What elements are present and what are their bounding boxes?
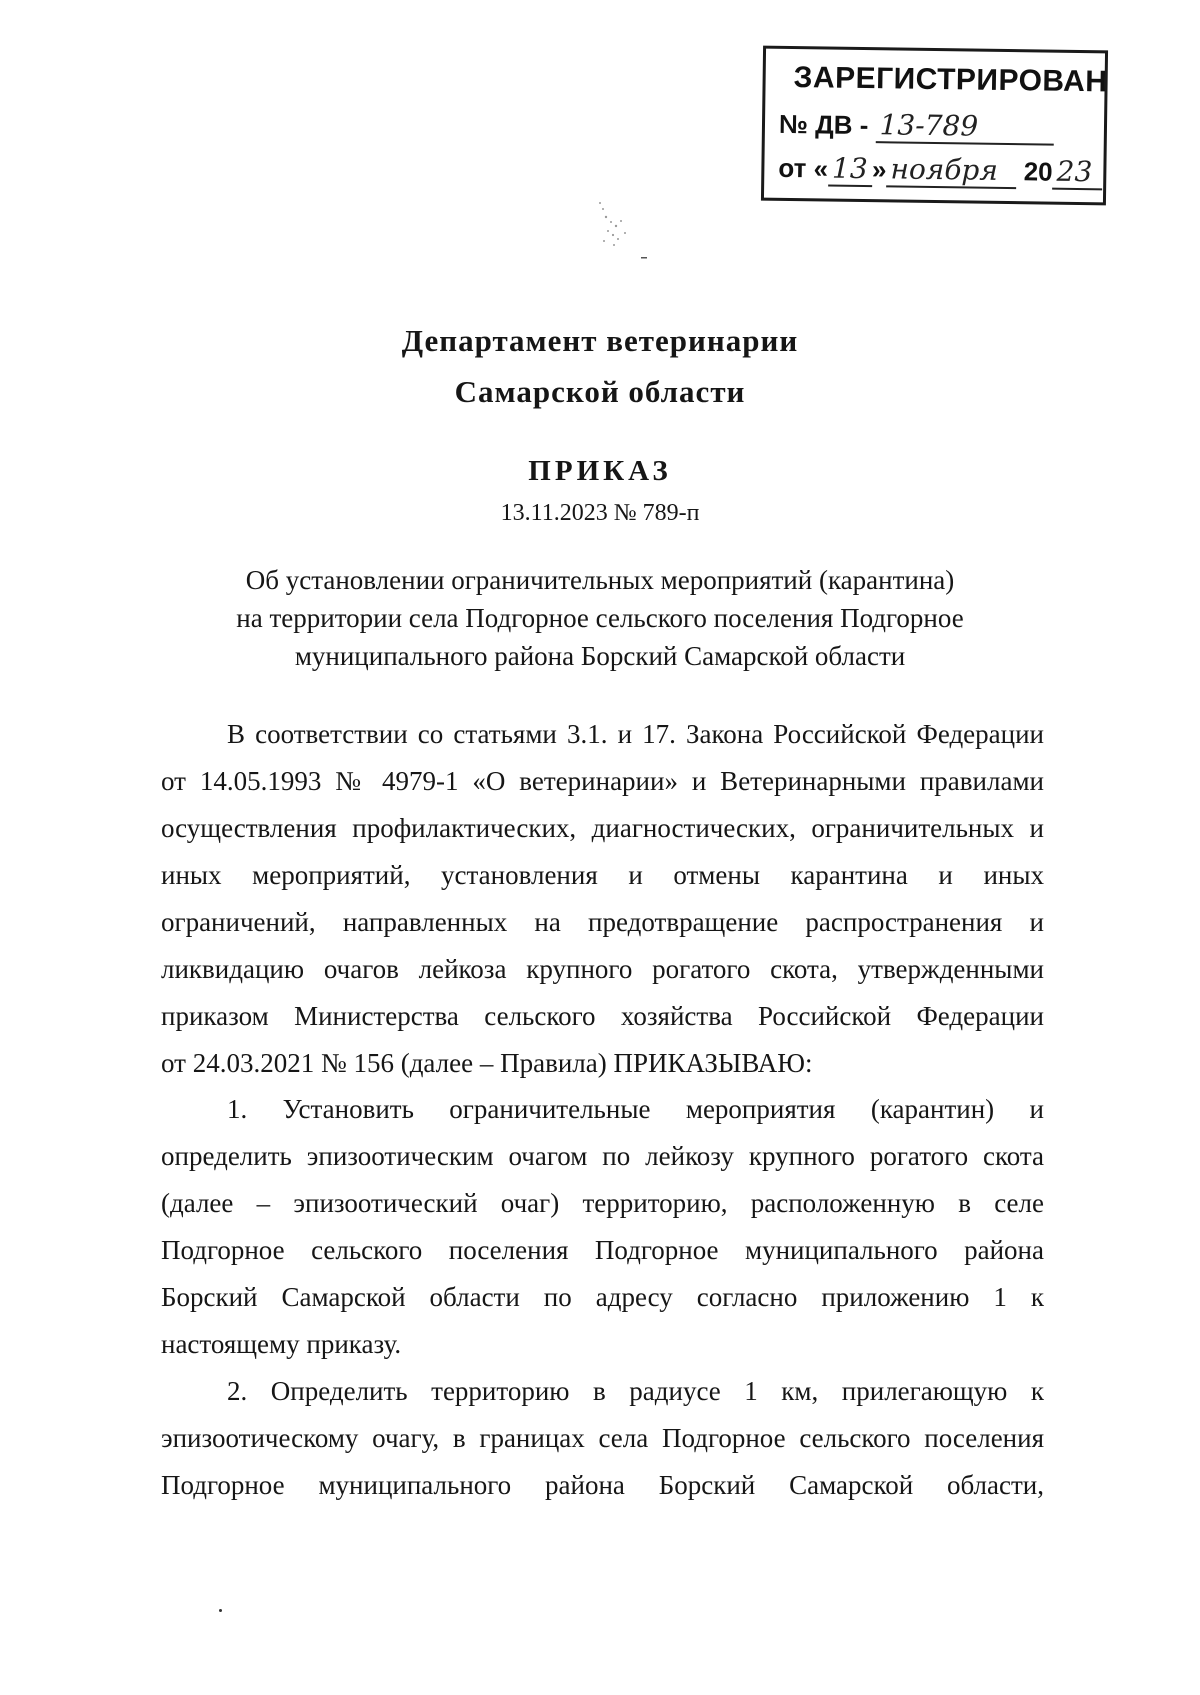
subject-line: на территории села Подгорное сельского поселения Подгорное bbox=[236, 603, 964, 633]
subject-line: муниципального района Борский Самарской области bbox=[294, 641, 906, 671]
body-text-line: Подгорное муниципального района Борский Самарской области, bbox=[161, 1470, 1044, 1500]
stamp-number-handwritten: 13-789 bbox=[875, 111, 1053, 145]
stamp-date-line bbox=[778, 153, 1103, 191]
body-text-line: Подгорное сельского поселения Подгорное муниципального района bbox=[161, 1235, 1044, 1265]
scan-dot-mark bbox=[219, 1609, 222, 1612]
body-text-line: эпизоотическому очагу, в границах села Подгорное сельского поселения bbox=[161, 1423, 1044, 1453]
stamp-date-year-prefix: 20 bbox=[1023, 156, 1053, 187]
body-text-line: иных мероприятий, установления и отмены карантина и иных bbox=[161, 860, 1044, 890]
stamp-date-mid: » bbox=[871, 154, 887, 185]
body-text-line: от 14.05.1993 № 4979-1 «О ветеринарии» и Ветеринарными правилами bbox=[161, 766, 1044, 796]
stamp-date-month: ноября bbox=[886, 155, 1016, 189]
department-name-line2: Самарской области bbox=[454, 374, 746, 409]
document-number: 13.11.2023 № 789-п bbox=[500, 500, 700, 526]
body-text-line: В соответствии со статьями 3.1. и 17. Закона Российской Федерации bbox=[227, 719, 1044, 749]
body-text-line: определить эпизоотическим очагом по лейкозу крупного рогатого скота bbox=[161, 1141, 1044, 1171]
body-text-line: (далее – эпизоотический очаг) территорию, расположенную в селе bbox=[161, 1188, 1044, 1218]
stamp-number-line bbox=[779, 109, 1054, 146]
body-text-line: ограничений, направленных на предотвращение распространения и bbox=[161, 907, 1044, 937]
body-text-line: приказом Министерства сельского хозяйства Российской Федерации bbox=[161, 1001, 1044, 1031]
document-type-title: ПРИКАЗ bbox=[528, 455, 672, 487]
registration-stamp bbox=[761, 46, 1108, 206]
body-text-line: осуществления профилактических, диагностических, ограничительных и bbox=[161, 813, 1044, 843]
body-text-line: ликвидацию очагов лейкоза крупного рогатого скота, утвержденными bbox=[161, 954, 1044, 984]
body-text-line: 1. Установить ограничительные мероприятия (карантин) и bbox=[227, 1094, 1044, 1124]
stamp-number-prefix: № ДВ - bbox=[778, 108, 869, 141]
stamp-date-day: 13 bbox=[828, 155, 872, 188]
stamp-title: ЗАРЕГИСТРИРОВАН bbox=[793, 61, 1108, 99]
stamp-date-prefix: от « bbox=[778, 152, 829, 184]
subject-line: Об установлении ограничительных мероприятий (карантина) bbox=[245, 565, 955, 595]
body-text-line: от 24.03.2021 № 156 (далее – Правила) ПРИКАЗЫВАЮ: bbox=[161, 1048, 813, 1078]
stamp-date-year: 23 bbox=[1052, 158, 1102, 191]
scan-speckle-mark bbox=[578, 195, 668, 285]
body-text-line: Борский Самарской области по адресу согласно приложению 1 к bbox=[161, 1282, 1044, 1312]
body-text-line: 2. Определить территорию в радиусе 1 км, прилегающую к bbox=[227, 1376, 1044, 1406]
body-text-line: настоящему приказу. bbox=[161, 1329, 402, 1359]
department-name-line1: Департамент ветеринарии bbox=[401, 323, 799, 358]
